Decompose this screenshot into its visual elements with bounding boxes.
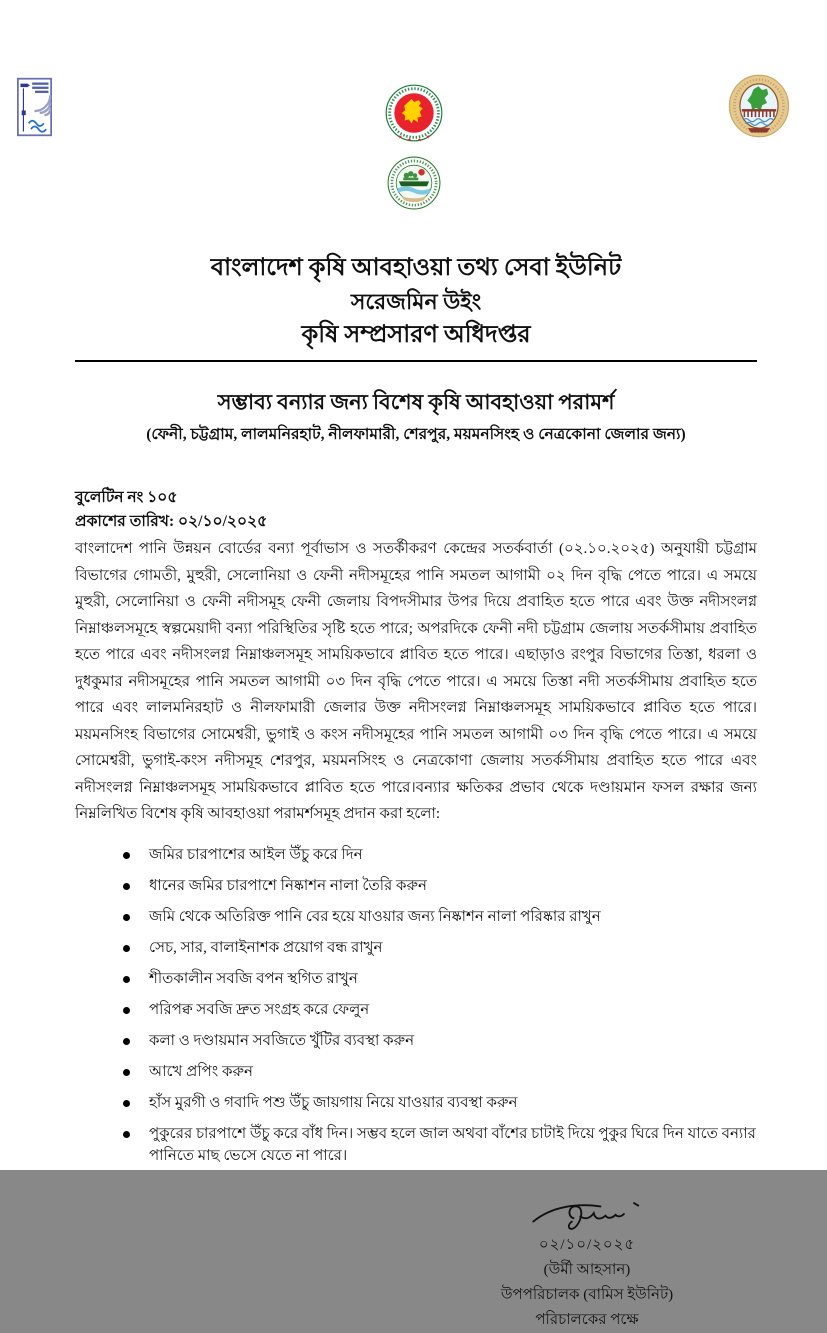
- document-content: [75, 0, 757, 1333]
- publish-date: প্রকাশের তারিখ: ০২/১০/২০২৫: [75, 513, 268, 530]
- svg-text:★: ★: [423, 133, 431, 142]
- bulletin-meta: [75, 486, 757, 534]
- advisory-districts-subtitle: (ফেনী, চট্টগ্রাম, লালমনিরহাট, নীলফামারী, শেরপুর, ময়মনসিংহ ও নেত্রকোনা জেলার জন্য): [146, 426, 686, 443]
- header-divider: [75, 360, 757, 362]
- advisory-item: হাঁস মুরগী ও গবাদি পশু উঁচু জায়গায় নিয়ে যাওয়ার ব্যবস্থা করুন: [123, 1092, 757, 1114]
- advisory-item: ধানের জমির চারপাশে নিষ্কাশন নালা তৈরি করুন: [123, 875, 757, 897]
- advisory-item: কলা ও দণ্ডায়মান সবজিতে খুঁটির ব্যবস্থা করুন: [123, 1030, 757, 1052]
- svg-text:★: ★: [396, 133, 404, 142]
- signature-date: ০২/১০/২০২৫: [538, 1236, 636, 1253]
- advisory-item: শীতকালীন সবজি বপন স্থগিত রাখুন: [123, 968, 757, 990]
- advisory-item: পুকুরের চারপাশে উঁচু করে বাঁধ দিন। সম্ভব হলে জাল অথবা বাঁশের চাটাই দিয়ে পুকুর ঘিরে দিন যাতে বন্যার পানিতে মাছ ভেসে যেতে না পারে।: [123, 1123, 757, 1167]
- svg-text:★: ★: [416, 137, 422, 144]
- signature-block: [467, 1193, 707, 1333]
- bulletin-number: বুলেটিন নং ১০৫: [75, 489, 178, 506]
- signatory-on-behalf: পরিচালকের পক্ষে: [535, 1311, 639, 1328]
- advisory-item: জমির চারপাশের আইল উঁচু করে দিন: [123, 844, 757, 866]
- org-title-line1: বাংলাদেশ কৃষি আবহাওয়া তথ্য সেবা ইউনিট: [210, 255, 622, 281]
- body-paragraph: বাংলাদেশ পানি উন্নয়ন বোর্ডের বন্যা পূর্বাভাস ও সতর্কীকরণ কেন্দ্রের সতর্কবার্তা (০২.১০.২০২৫) অনুযায়ী চট্টগ্রাম বিভাগের গোমতী, মুহুরী, সেলোনিয়া ও ফেনী নদীসমূহের পানি সমতল আগামী ০২ দিন বৃদ্ধি পেতে পারে। এ সময়ে মুহুরী, সেলোনিয়া ও ফেনী নদীসমূহ ফেনী জেলায় বিপদসীমার উপর দিয়ে প্রবাহিত হতে পারে এবং উক্ত নদীসংলগ্ন নিম্নাঞ্চলসমূহে স্বল্পমেয়াদী বন্যা পরিস্থিতির সৃষ্টি হতে পারে; অপরদিকে ফেনী নদী চট্টগ্রাম জেলায় সতর্কসীমায় প্রবাহিত হতে পারে এবং নদীসংলগ্ন নিম্নাঞ্চলসমূহ সাময়িকভাবে প্লাবিত হতে পারে। এছাড়াও রংপুর বিভাগের তিস্তা, ধরলা ও দুধকুমার নদীসমূহের পানি সমতল আগামী ০৩ দিন বৃদ্ধি পেতে পারে। এ সময়ে তিস্তা নদী সতর্কসীমায় প্রবাহিত হতে পারে এবং লালমনিরহাট ও নীলফামারী জেলার উক্ত নদীসংলগ্ন নিম্নাঞ্চলসমূহ সাময়িকভাবে প্লাবিত হতে পারে। ময়মনসিংহ বিভাগের সোমেশ্বরী, ভুগাই ও কংস নদীসমূহের পানি সমতল আগামী ০৩ দিন বৃদ্ধি পেতে পারে। এ সময়ে সোমেশ্বরী, ভুগাই-কংস নদীসমূহ শেরপুর, ময়মনসিংহ ও নেত্রকোণা জেলায় সতর্কসীমায় প্রবাহিত হতে পারে এবং নদীসংলগ্ন নিম্নাঞ্চলসমূহ সাময়িকভাবে প্লাবিত হতে পারে।বন্যার ক্ষতিকর প্রভাব থেকে দণ্ডায়মান ফসল রক্ষার জন্য নিম্নলিখিত বিশেষ কৃষি আবহাওয়া পরামর্শসমূহ প্রদান করা হলো:: [75, 541, 757, 822]
- org-title-line2: সরেজমিন উইং: [350, 289, 482, 314]
- advisory-item: পরিপক্ব সবজি দ্রুত সংগ্রহ করে ফেলুন: [123, 999, 757, 1021]
- svg-text:★: ★: [406, 137, 412, 144]
- advisory-item: সেচ, সার, বালাইনাশক প্রয়োগ বন্ধ রাখুন: [123, 937, 757, 959]
- signatory-name: (উর্মী আহসান): [543, 1261, 631, 1278]
- advisory-list: [75, 844, 757, 1167]
- org-title-line3: কৃষি সম্প্রসারণ অধিদপ্তর: [301, 322, 531, 348]
- advisory-title: সম্ভাব্য বন্যার জন্য বিশেষ কৃষি আবহাওয়া পরামর্শ: [217, 390, 615, 414]
- handwritten-signature-icon: [527, 1193, 647, 1235]
- met-department-logo-icon: [17, 77, 52, 142]
- signatory-designation: উপপরিচালক (বামিস ইউনিট): [500, 1286, 674, 1303]
- advisory-item: আখে প্রপিং করুন: [123, 1061, 757, 1083]
- advisory-item: জমি থেকে অতিরিক্ত পানি বের হয়ে যাওয়ার জন্য নিষ্কাশন নালা পরিষ্কার রাখুন: [123, 906, 757, 928]
- organization-title: [75, 250, 757, 352]
